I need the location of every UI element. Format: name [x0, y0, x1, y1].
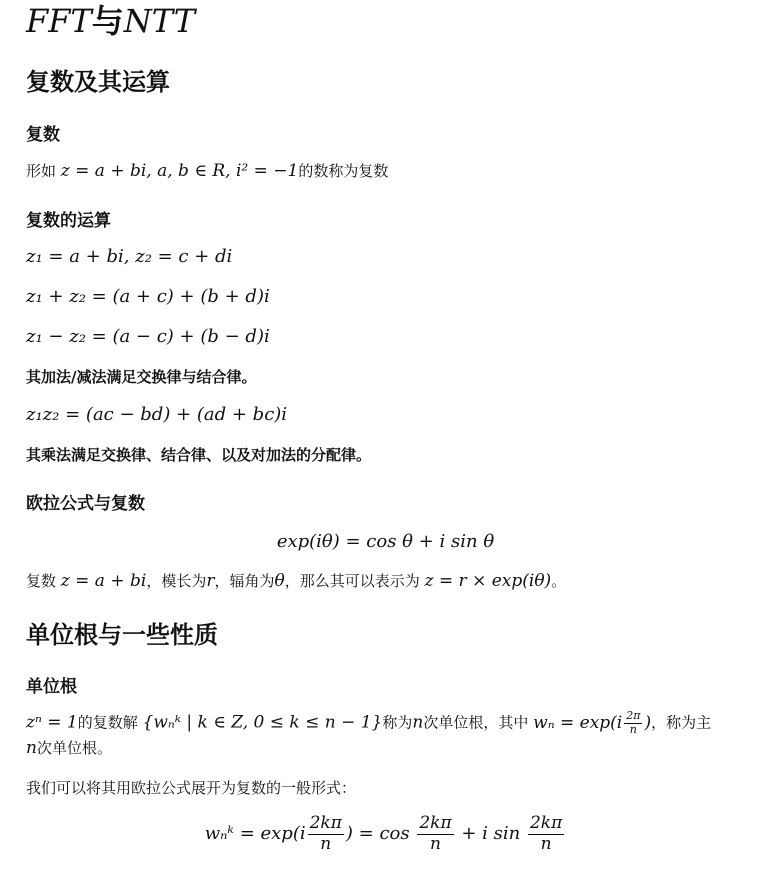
root-math-equation: zⁿ = 1 [26, 712, 78, 733]
expansion-frac-3-den: n [540, 833, 552, 854]
expansion-frac-1-den: n [320, 833, 332, 854]
definition-suffix: 的数称为复数 [298, 162, 389, 180]
expansion-frac-3 [528, 814, 564, 854]
root-text-1: 的复数解 [77, 713, 138, 732]
euler-text-2: ，模长为 [146, 572, 207, 590]
euler-text-4: ，那么其可以表示为 [284, 572, 420, 590]
principal-fraction [624, 710, 642, 736]
operation-line-multiplication: z₁z₂ = (ac − bd) + (ad + bc)i [26, 404, 288, 425]
expansion-frac-1 [308, 814, 344, 854]
euler-text-3: ，辐角为 [214, 572, 275, 590]
principal-fraction-denominator: n [629, 722, 637, 736]
note-mul-laws: 其乘法满足交换律、结合律、以及对加法的分配律。 [26, 446, 372, 464]
subheading-euler: 欧拉公式与复数 [26, 494, 145, 514]
euler-math-z: z = a + bi [60, 571, 147, 591]
root-expansion-formula [0, 812, 771, 856]
euler-math-r: r [206, 571, 215, 591]
definition-math: z = a + bi, a, b ∈ R, i² = −1 [60, 161, 299, 181]
expansion-frac-2 [417, 814, 453, 854]
expansion-lhs: wₙᵏ = exp(i [204, 823, 306, 844]
principal-fraction-numerator: 2π [626, 709, 641, 722]
expansion-cos: ) = cos [345, 823, 410, 844]
title-math-ntt: NTT [123, 2, 196, 40]
operation-line-definition: z₁ = a + bi, z₂ = c + di [26, 246, 233, 267]
subheading-complex-number: 复数 [26, 125, 60, 145]
euler-math-polar: z = r × exp(iθ) [424, 571, 552, 591]
root-text-4: ，称为主 [651, 713, 712, 732]
complex-definition [26, 159, 388, 183]
section-heading-roots: 单位根与一些性质 [26, 621, 218, 649]
note-add-sub-laws: 其加法/减法满足交换律与结合律。 [26, 368, 257, 386]
expansion-sin: + i sin [461, 823, 521, 844]
expansion-frac-2-num: 2kπ [419, 812, 452, 833]
root-text-5: 次单位根。 [36, 739, 112, 757]
expansion-frac-1-num: 2kπ [309, 812, 342, 833]
subheading-unit-root: 单位根 [26, 677, 77, 697]
operation-line-subtraction: z₁ − z₂ = (a − c) + (b − d)i [26, 326, 270, 347]
euler-math-theta: θ [274, 571, 285, 591]
root-text-3: 次单位根，其中 [423, 713, 529, 732]
unit-root-definition-line2 [26, 736, 112, 760]
root-math-principal [533, 709, 652, 736]
root-math-set: {wₙᵏ | k ∈ Z, 0 ≤ k ≤ n − 1} [142, 712, 383, 733]
root-math-n: n [412, 712, 424, 733]
operation-line-addition: z₁ + z₂ = (a + c) + (b + d)i [26, 286, 270, 307]
euler-text-5: 。 [551, 572, 567, 590]
subheading-operations: 复数的运算 [26, 211, 111, 231]
section-heading-complex: 复数及其运算 [26, 68, 170, 96]
euler-text-1: 复数 [26, 572, 57, 590]
definition-prefix: 形如 [26, 162, 57, 180]
expansion-frac-2-den: n [430, 833, 441, 854]
root-text-2: 称为 [382, 713, 413, 732]
title-math-fft: FFT [26, 2, 92, 40]
unit-root-definition-line1 [26, 710, 711, 736]
euler-expansion-intro: 我们可以将其用欧拉公式展开为复数的一般形式： [26, 779, 357, 797]
principal-rhs: ) [644, 712, 652, 733]
euler-representation [26, 569, 566, 593]
expansion-frac-3-num: 2kπ [529, 812, 563, 833]
title-conjunction: 与 [91, 2, 124, 40]
page-title [26, 2, 195, 40]
principal-lhs: wₙ = exp(i [533, 712, 623, 733]
root-math-n2: n [26, 738, 37, 758]
euler-formula: exp(iθ) = cos θ + i sin θ [276, 531, 495, 552]
